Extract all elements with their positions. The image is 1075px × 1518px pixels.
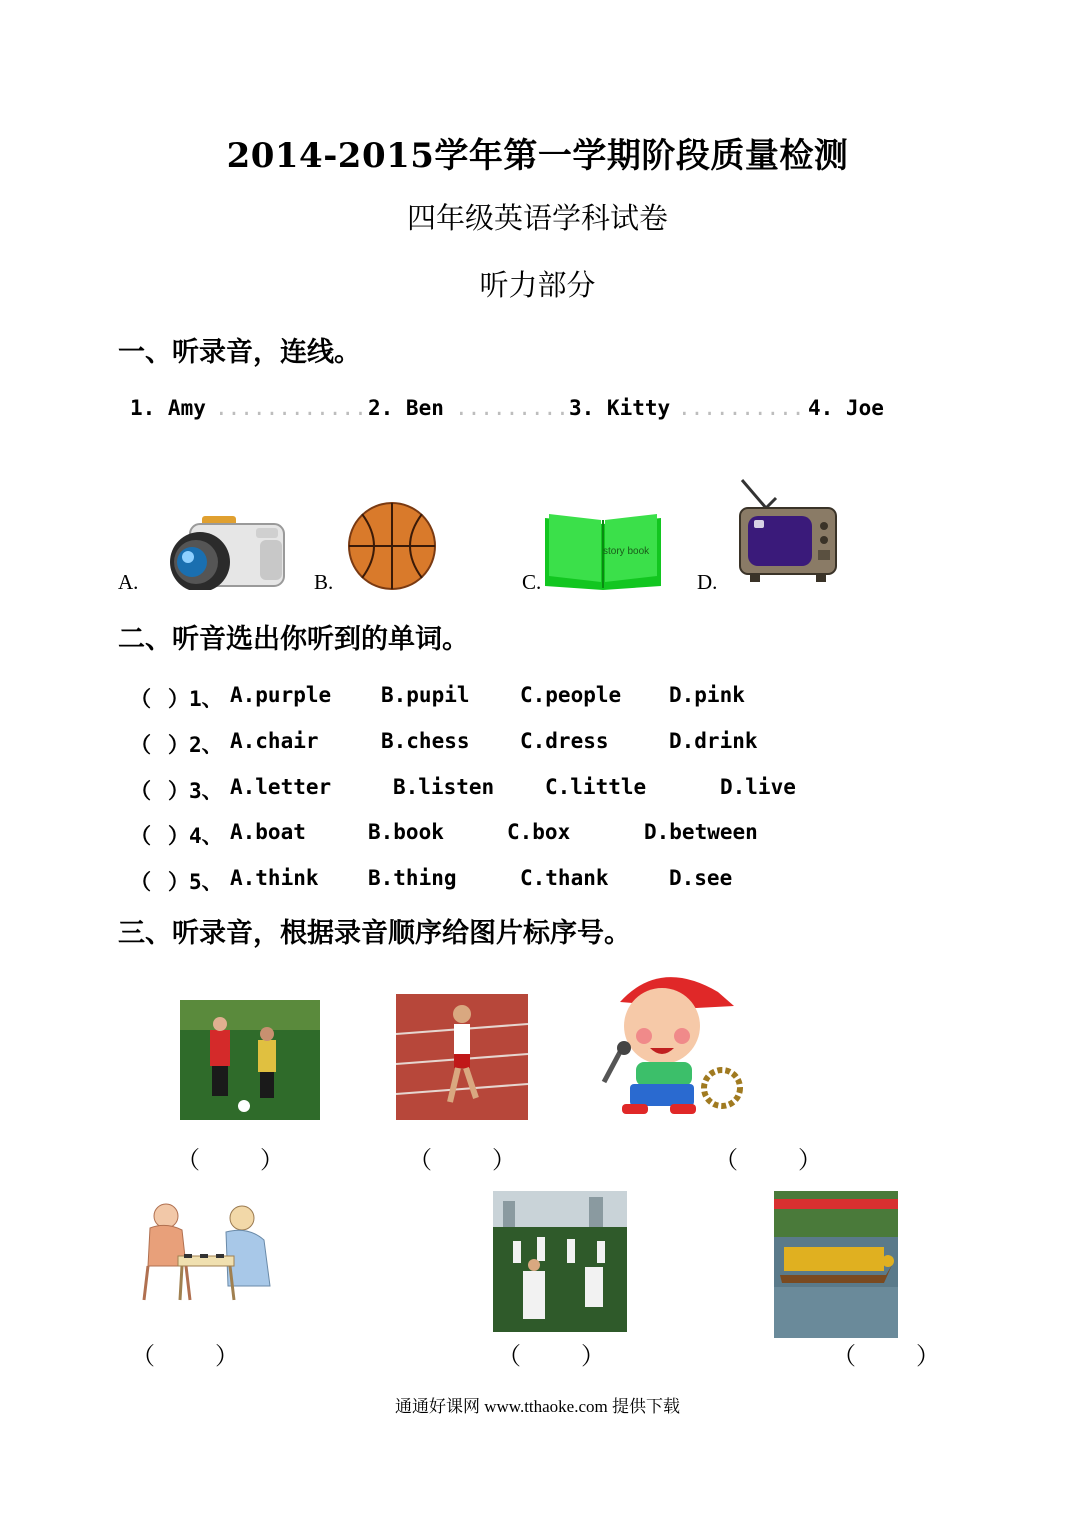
answer-paren-open[interactable]: （ (130, 824, 151, 848)
option-d: D.drink (669, 729, 758, 753)
option-b: B.chess (381, 729, 470, 753)
footer-text: 通通好课网 www.tthaoke.com 提供下载 (394, 1397, 681, 1416)
option-d: D.see (669, 866, 733, 890)
option-d: D.live (720, 775, 796, 799)
option-c: C.box (507, 820, 571, 844)
running-photo (396, 994, 528, 1120)
name-kitty: 3. Kitty (569, 396, 671, 420)
answer-blank[interactable]: （ ） (832, 1344, 940, 1370)
picture-label-a: A. (118, 570, 139, 594)
dragon-boat-photo (774, 1191, 898, 1338)
book-cover-text: story book (603, 546, 650, 557)
name-joe: 4. Joe (808, 396, 884, 420)
taichi-photo (493, 1191, 627, 1332)
answer-blank[interactable]: （ ） (408, 1148, 516, 1174)
chess-players-icon (130, 1196, 290, 1308)
option-c: C.thank (520, 866, 609, 890)
story-book-icon (545, 510, 661, 590)
question-number: ）3、 (168, 779, 223, 803)
option-c: C.dress (520, 729, 609, 753)
option-b: B.listen (393, 775, 495, 799)
basketball-icon (346, 500, 438, 592)
camera-icon (160, 510, 288, 590)
answer-blank[interactable]: （ ） (131, 1344, 239, 1370)
page-title: 2014-2015学年第一学期阶段质量检测 (226, 136, 849, 176)
answer-paren-open[interactable]: （ (130, 733, 151, 757)
dot-leader: ............ (215, 396, 367, 420)
page-subtitle: 四年级英语学科试卷 (406, 201, 668, 235)
question-number: ）1、 (168, 687, 223, 711)
option-d: D.pink (669, 683, 745, 707)
football-photo (180, 1000, 320, 1120)
part-title: 听力部分 (479, 268, 596, 302)
section-3-heading: 三、听录音，根据录音顺序给图片标序号。 (118, 918, 631, 949)
question-number: ）2、 (168, 733, 223, 757)
picture-label-b: B. (314, 570, 334, 594)
answer-paren-open[interactable]: （ (130, 870, 151, 894)
name-ben: 2. Ben (368, 396, 444, 420)
option-b: B.thing (368, 866, 457, 890)
option-d: D.between (644, 820, 758, 844)
option-a: A.letter (230, 775, 332, 799)
dot-leader: ......... (455, 396, 569, 420)
question-number: ）5、 (168, 870, 223, 894)
answer-blank[interactable]: （ ） (176, 1148, 284, 1174)
option-a: A.purple (230, 683, 332, 707)
option-b: B.pupil (381, 683, 470, 707)
tv-icon (736, 478, 840, 584)
answer-blank[interactable]: （ ） (714, 1148, 822, 1174)
dot-leader: .......... (678, 396, 805, 420)
singing-boy-icon (600, 962, 746, 1120)
picture-label-c: C. (522, 570, 542, 594)
answer-paren-open[interactable]: （ (130, 779, 151, 803)
option-c: C.people (520, 683, 622, 707)
name-amy: 1. Amy (130, 396, 206, 420)
option-c: C.little (545, 775, 647, 799)
answer-blank[interactable]: （ ） (497, 1344, 605, 1370)
section-2-heading: 二、听音选出你听到的单词。 (118, 624, 469, 655)
section-1-heading: 一、听录音，连线。 (118, 337, 361, 368)
answer-paren-open[interactable]: （ (130, 687, 151, 711)
option-a: A.boat (230, 820, 306, 844)
option-b: B.book (368, 820, 444, 844)
picture-label-d: D. (697, 570, 718, 594)
option-a: A.think (230, 866, 319, 890)
option-a: A.chair (230, 729, 319, 753)
question-number: ）4、 (168, 824, 223, 848)
